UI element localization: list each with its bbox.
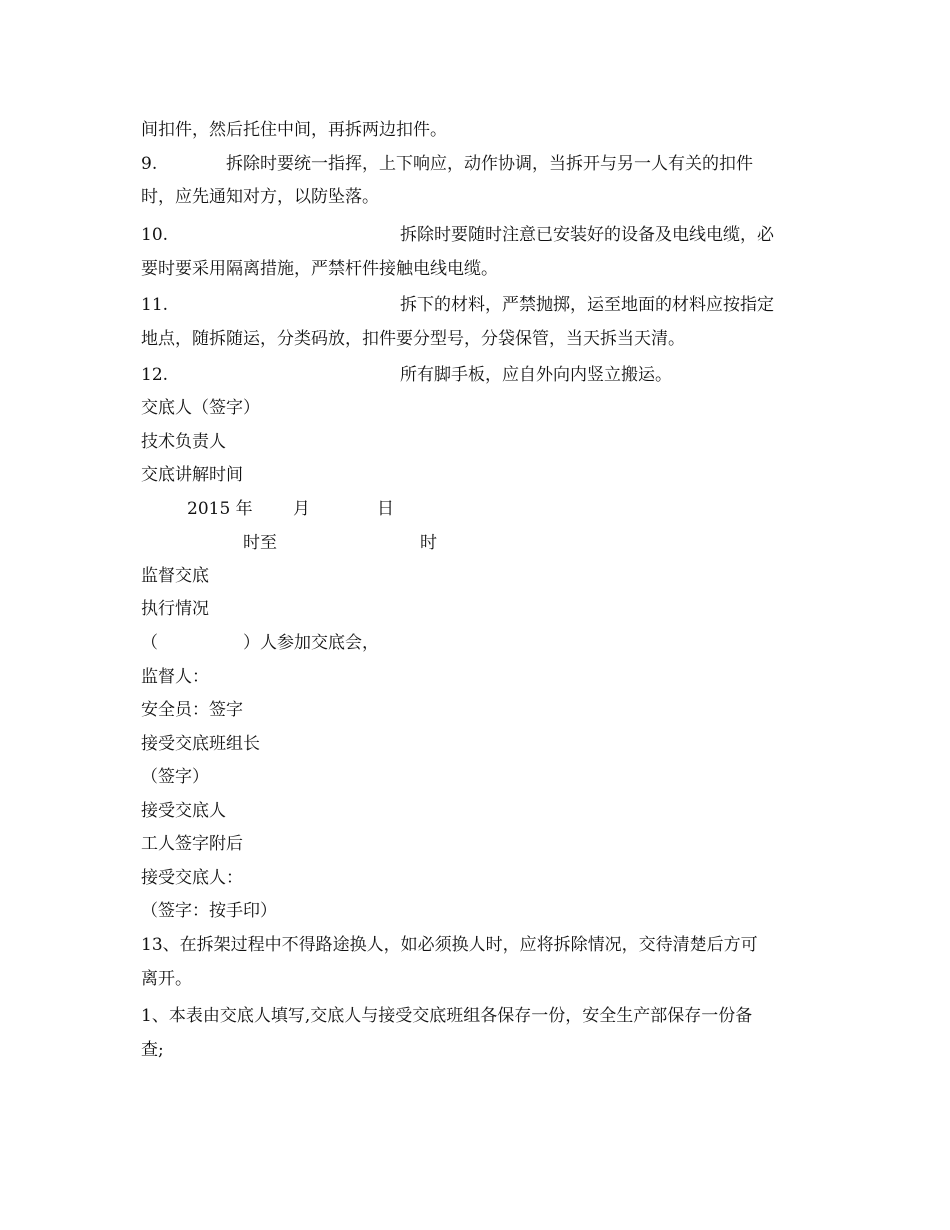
worker-sign-attached-label: 工人签字附后 <box>141 834 243 854</box>
sign-paren-label: （签字） <box>141 767 209 787</box>
briefing-time-label: 交底讲解时间 <box>141 465 243 485</box>
technical-lead-label: 技术负责人 <box>141 432 226 452</box>
item-13-line1: 13、在拆架过程中不得路途换人，如必须换人时，应将拆除情况，交待清楚后方可 <box>141 935 758 955</box>
time-from-label: 时至 <box>243 533 277 553</box>
item-12-number: 12. <box>141 365 169 385</box>
supervision-label: 监督交底 <box>141 566 209 586</box>
note-1-line1: 1、本表由交底人填写,交底人与接受交底班组各保存一份，安全生产部保存一份备 <box>141 1006 753 1026</box>
sign-fingerprint-label: （签字：按手印） <box>141 901 277 921</box>
item-9-text-line1: 拆除时要统一指挥，上下响应，动作协调，当拆开与另一人有关的扣件 <box>226 154 753 174</box>
attendance-open-paren: （ <box>141 633 158 653</box>
handover-person-sign-label: 交底人（签字） <box>141 398 260 418</box>
item-10-text-line1: 拆除时要随时注意已安装好的设备及电线电缆，必 <box>400 225 774 245</box>
item-10-number: 10. <box>141 225 169 245</box>
safety-officer-label: 安全员：签字 <box>141 700 243 720</box>
date-month: 月 <box>293 499 310 519</box>
item-9-number: 9. <box>141 154 158 174</box>
date-year: 2015 年 <box>187 499 253 519</box>
date-day: 日 <box>377 499 394 519</box>
item-10-text-line2: 要时要采用隔离措施，严禁杆件接触电线电缆。 <box>141 259 498 279</box>
time-to-label: 时 <box>420 533 437 553</box>
continuation-line: 间扣件，然后托住中间，再拆两边扣件。 <box>141 120 447 140</box>
supervisor-label: 监督人： <box>141 667 209 687</box>
item-11-text-line2: 地点，随拆随运，分类码放，扣件要分型号，分袋保管，当天拆当天清。 <box>141 329 685 349</box>
item-12-text-line1: 所有脚手板，应自外向内竖立搬运。 <box>400 365 672 385</box>
receiver-colon-label: 接受交底人： <box>141 868 243 888</box>
item-11-number: 11. <box>141 295 169 315</box>
attendance-close-text: ）人参加交底会， <box>243 633 379 653</box>
item-9-text-line2: 时，应先通知对方，以防坠落。 <box>141 187 379 207</box>
team-leader-label: 接受交底班组长 <box>141 734 260 754</box>
receiver-label: 接受交底人 <box>141 801 226 821</box>
item-11-text-line1: 拆下的材料，严禁抛掷，运至地面的材料应按指定 <box>400 295 774 315</box>
note-1-line2: 查; <box>141 1040 164 1060</box>
item-13-line2: 离开。 <box>141 969 192 989</box>
execution-label: 执行情况 <box>141 599 209 619</box>
